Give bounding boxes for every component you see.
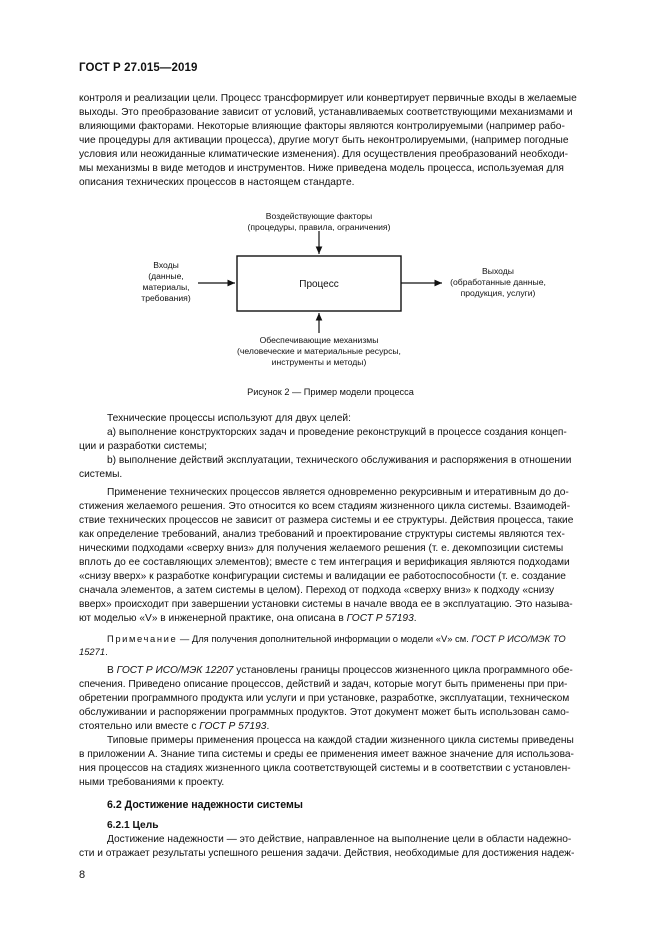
text-line bbox=[79, 664, 585, 678]
list-item-b-cont: системы. bbox=[79, 469, 123, 480]
text-line: обслуживании и распоряжении программных продуктов. Этот документ может быть использован само- bbox=[79, 707, 570, 718]
process-model-diagram bbox=[0, 0, 661, 400]
note-line bbox=[79, 645, 585, 658]
text-line: условия или неожиданные климатические изменения). Для осуществления преобразований необходи- bbox=[79, 149, 569, 160]
list-item-b: b) выполнение действий эксплуатации, технического обслуживания и распоряжения в отношении bbox=[107, 455, 572, 466]
bottom-label-line: (человеческие и материальные ресурсы, bbox=[237, 346, 401, 356]
standard-reference: ГОСТ Р 57193 bbox=[346, 613, 414, 624]
text-line: Типовые примеры применения процесса на каждой стадии жизненного цикла системы приведены bbox=[107, 735, 574, 746]
main-text bbox=[79, 412, 585, 861]
left-label-line: требования) bbox=[141, 293, 191, 303]
text-line: ническими подходами «сверху вниз» для получения желаемого решения (т. е. декомпозиции системы bbox=[79, 543, 564, 554]
left-label-line: материалы, bbox=[142, 282, 190, 292]
text-line: влияющими факторами. Некоторые влияющие факторы являются контролируемыми (например рабо- bbox=[79, 121, 565, 132]
text-line: выходы. Это преобразование зависит от условий, устанавливаемых соответствующими механизмами и bbox=[79, 107, 573, 118]
right-label-line: (обработанные данные, bbox=[450, 277, 546, 287]
left-label-line: Входы bbox=[153, 260, 179, 270]
bottom-label-line: Обеспечивающие механизмы bbox=[259, 335, 379, 345]
note-label: Примечание bbox=[107, 633, 178, 644]
section-heading-6-2: 6.2 Достижение надежности системы bbox=[107, 799, 303, 811]
text-line bbox=[79, 612, 585, 626]
text-line: вплоть до ее составляющих элементов); вместе с тем интеграция и верификация являются подходами bbox=[79, 557, 570, 568]
text-span: . bbox=[105, 646, 108, 657]
page-number: 8 bbox=[79, 869, 86, 881]
top-label-line: (процедуры, правила, ограничения) bbox=[247, 222, 391, 232]
text-span: В bbox=[107, 665, 117, 676]
text-span: . bbox=[266, 721, 270, 732]
text-line: ствие технических процессов не зависит от размера системы и ее структуры. Действия процесса, такие bbox=[79, 515, 574, 526]
text-span: . bbox=[413, 613, 417, 624]
text-line: сти и отражает результаты успешного решения задачи. Действия, необходимые для достижения надеж- bbox=[79, 848, 575, 859]
text-line: чие процедуры для активации процесса), другие могут быть неконтролируемыми, (например погодные bbox=[79, 135, 569, 146]
top-label-line: Воздействующие факторы bbox=[265, 211, 373, 221]
process-label: Процесс bbox=[299, 279, 339, 290]
text-line: контроля и реализации цели. Процесс трансформирует или конвертирует первичные входы в желаемые bbox=[79, 93, 577, 104]
text-line: вверх» происходит при завершении установки системы в начале ввода ее в эксплуатацию. Это называ- bbox=[79, 599, 573, 610]
text-line: стижения желаемого решения. Это относится ко всем стадиям жизненного цикла системы. Взаимодей- bbox=[79, 501, 571, 512]
text-line: Достижение надежности — это действие, направленное на выполнение цели в области надежно- bbox=[107, 834, 572, 845]
text-line: ния процессов на стадиях жизненного цикла соответствующей системы и в соответствии с установлен- bbox=[79, 763, 571, 774]
text-line: ными требованиями к проекту. bbox=[79, 777, 225, 788]
text-span: — Для получения дополнительной информации о модели «V» см. bbox=[177, 633, 472, 644]
text-line: в приложении А. Знание типа системы и среды ее применения имеет важное значение для использова- bbox=[79, 749, 574, 760]
text-line: сначала элементов, а затем системы в целом). Переход от подхода «сверху вниз» к подходу «снизу bbox=[79, 585, 555, 596]
standard-reference: 15271 bbox=[79, 646, 106, 657]
text-span: стоятельно или вместе с bbox=[79, 721, 200, 732]
right-label-line: продукция, услуги) bbox=[460, 288, 536, 298]
note bbox=[79, 632, 585, 658]
text-line: Технические процессы используют для двух целей: bbox=[107, 413, 351, 424]
text-line: Применение технических процессов является одновременно рекурсивным и итеративным до до- bbox=[107, 487, 569, 498]
note-line bbox=[79, 632, 585, 645]
right-label-line: Выходы bbox=[482, 266, 514, 276]
text-line: обретении программного продукта или услуги и при установке, разработке, эксплуатации, техническом bbox=[79, 693, 570, 704]
document-header: ГОСТ Р 27.015—2019 bbox=[79, 62, 198, 74]
bottom-label-line: инструменты и методы) bbox=[271, 357, 367, 367]
standard-reference: ГОСТ Р ИСО/МЭК 12207 bbox=[116, 665, 234, 676]
standard-reference: ГОСТ Р ИСО/МЭК ТО bbox=[471, 633, 566, 644]
standard-reference: ГОСТ Р 57193 bbox=[199, 721, 267, 732]
text-line: мы механизмы в виде методов и инструментов. Ниже приведена модель процесса, используемая для bbox=[79, 163, 564, 174]
text-line bbox=[79, 720, 585, 734]
text-line: как определение требований, анализ требований и проектирование структуры системы являются тех- bbox=[79, 529, 565, 540]
text-line: «снизу вверх» к разработке конфигурации системы и валидации ее работоспособности (т. е. создание bbox=[79, 571, 566, 582]
left-label-line: (данные, bbox=[148, 271, 184, 281]
text-line: спечения. Приведено описание процессов, действий и задач, которые могут быть применены при при- bbox=[79, 679, 568, 690]
list-item-a-cont: ции и разработки системы; bbox=[79, 441, 207, 452]
text-line: описания технических процессов в настоящем стандарте. bbox=[79, 177, 355, 188]
figure-caption: Рисунок 2 — Пример модели процесса bbox=[247, 387, 414, 397]
list-item-a: а) выполнение конструкторских задач и проведение реконструкций в процессе создания концеп- bbox=[107, 427, 567, 438]
section-heading-6-2-1: 6.2.1 Цель bbox=[107, 820, 159, 831]
text-span: ют моделью «V» в инженерной практике, она описана в bbox=[79, 613, 347, 624]
text-span: установлены границы процессов жизненного цикла программного обе- bbox=[233, 665, 573, 676]
